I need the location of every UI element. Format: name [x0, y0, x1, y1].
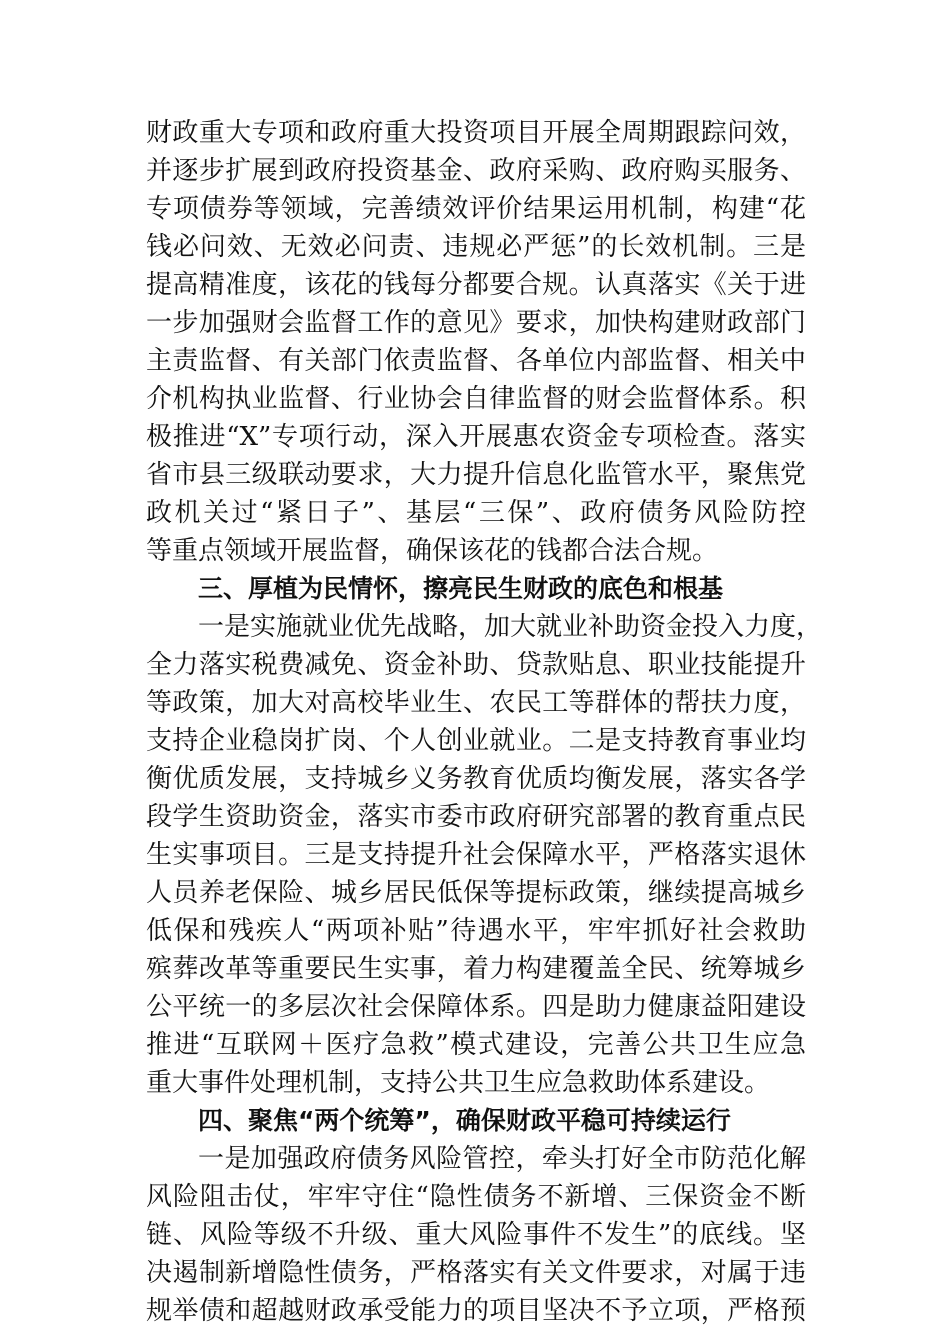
text-line: 一步加强财会监督工作的意见》要求，加快构建财政部门: [146, 308, 806, 338]
text-line: 省市县三级联动要求，大力提升信息化监管水平，聚焦党: [146, 460, 806, 490]
text-line: 规举债和超越财政承受能力的项目坚决不予立项，严格预: [146, 1296, 806, 1326]
text-line: 介机构执业监督、行业协会自律监督的财会监督体系。积: [146, 384, 806, 414]
text-line: 一是实施就业优先战略，加大就业补助资金投入力度，: [198, 612, 823, 642]
text-line: 主责监督、有关部门依责监督、各单位内部监督、相关中: [146, 346, 806, 376]
text-line: 一是加强政府债务风险管控，牵头打好全市防范化解: [198, 1144, 806, 1174]
text-line: 支持企业稳岗扩岗、个人创业就业。二是支持教育事业均: [146, 726, 806, 756]
text-line: 等重点领域开展监督，确保该花的钱都合法合规。: [146, 536, 719, 566]
text-line: 生实事项目。三是支持提升社会保障水平，严格落实退休: [146, 840, 806, 870]
text-line: 等政策，加大对高校毕业生、农民工等群体的帮扶力度，: [146, 688, 806, 718]
text-line: 全力落实税费减免、资金补助、贷款贴息、职业技能提升: [146, 650, 806, 680]
text-line: 提高精准度，该花的钱每分都要合规。认真落实《关于进: [146, 270, 806, 300]
text-line: 钱必问效、无效必问责、违规必严惩”的长效机制。三是: [146, 232, 806, 262]
text-line: 链、风险等级不升级、重大风险事件不发生”的底线。坚: [146, 1220, 806, 1250]
text-line: 财政重大专项和政府重大投资项目开展全周期跟踪问效，: [146, 118, 806, 148]
text-line: 决遏制新增隐性债务，严格落实有关文件要求，对属于违: [146, 1258, 806, 1288]
text-line: 人员养老保险、城乡居民低保等提标政策，继续提高城乡: [146, 878, 806, 908]
section-heading-3: 三、厚植为民情怀，擦亮民生财政的底色和根基: [198, 574, 724, 603]
text-line: 政机关过“紧日子”、基层“三保”、政府债务风险防控: [146, 498, 806, 528]
text-line: 低保和残疾人“两项补贴”待遇水平，牢牢抓好社会救助: [146, 916, 806, 946]
text-line: 重大事件处理机制，支持公共卫生应急救助体系建设。: [146, 1068, 771, 1098]
text-line: 殡葬改革等重要民生实事，着力构建覆盖全民、统筹城乡: [146, 954, 806, 984]
text-line: 专项债券等领域，完善绩效评价结果运用机制，构建“花: [146, 194, 806, 224]
text-line: 风险阻击仗，牢牢守住“隐性债务不新增、三保资金不断: [146, 1182, 806, 1212]
text-line: 段学生资助资金，落实市委市政府研究部署的教育重点民: [146, 802, 806, 832]
text-line: 并逐步扩展到政府投资基金、政府采购、政府购买服务、: [146, 156, 806, 186]
section-heading-4: 四、聚焦“两个统筹”，确保财政平稳可持续运行: [198, 1106, 731, 1135]
text-line: 极推进“X”专项行动，深入开展惠农资金专项检查。落实: [146, 422, 806, 452]
text-line: 衡优质发展，支持城乡义务教育优质均衡发展，落实各学: [146, 764, 806, 794]
text-line: 推进“互联网＋医疗急救”模式建设，完善公共卫生应急: [146, 1030, 806, 1060]
text-line: 公平统一的多层次社会保障体系。四是助力健康益阳建设: [146, 992, 806, 1022]
